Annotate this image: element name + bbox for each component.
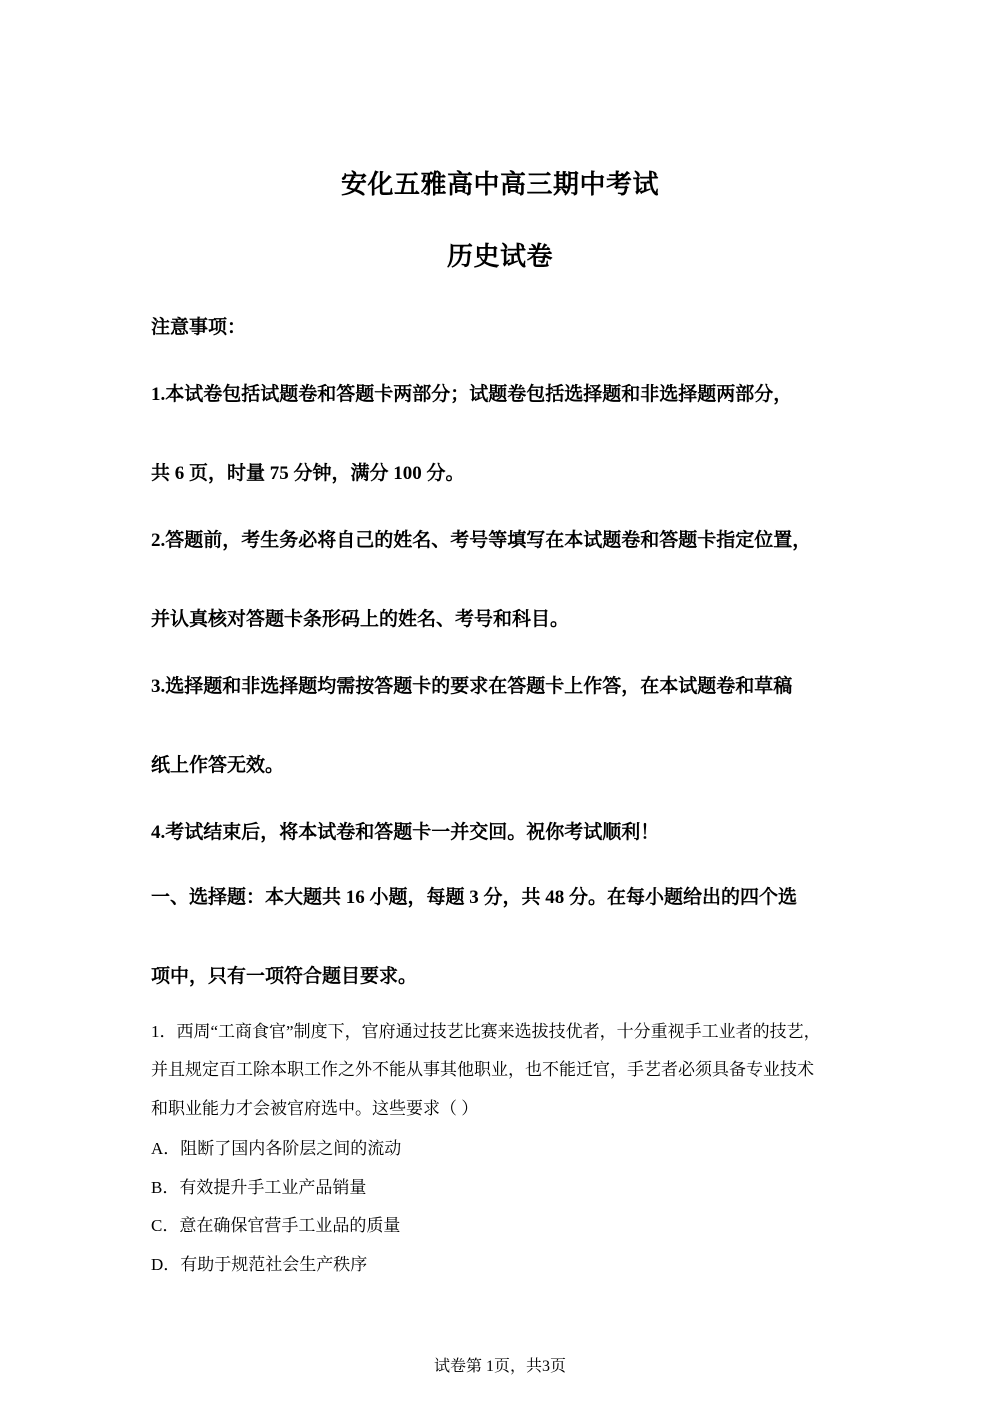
notice-line: 并认真核对答题卡条形码上的姓名、考号和科目。	[151, 609, 570, 630]
notice-line: 3.选择题和非选择题均需按答题卡的要求在答题卡上作答，在本试题卷和草稿	[151, 676, 793, 697]
section-heading-line: 项中，只有一项符合题目要求。	[151, 966, 418, 987]
exam-subtitle: 历史试卷	[446, 242, 553, 271]
exam-title: 安化五雅高中高三期中考试	[340, 170, 659, 199]
notice-line: 2.答题前，考生务必将自己的姓名、考号等填写在本试题卷和答题卡指定位置，	[151, 530, 812, 551]
section-heading-line: 一、选择题：本大题共 16 小题，每题 3 分，共 48 分。在每小题给出的四个选	[151, 887, 798, 908]
question-stem-line: 1．西周“工商食官”制度下，官府通过技艺比赛来选拔技优者，十分重视手工业者的技艺，	[151, 1022, 821, 1041]
question-stem-line: 和职业能力才会被官府选中。这些要求（ ）	[151, 1099, 479, 1118]
notice-line: 4.考试结束后，将本试卷和答题卡一并交回。祝你考试顺利！	[151, 822, 660, 843]
option-c: C．意在确保官营手工业品的质量	[151, 1216, 401, 1235]
page-footer: 试卷第 1页，共3页	[433, 1358, 566, 1375]
notice-heading: 注意事项：	[151, 317, 247, 338]
option-b: B．有效提升手工业产品销量	[151, 1178, 367, 1197]
question-stem-line: 并且规定百工除本职工作之外不能从事其他职业，也不能迁官，手艺者必须具备专业技术	[151, 1060, 814, 1079]
notice-line: 纸上作答无效。	[151, 755, 285, 776]
option-a: A．阻断了国内各阶层之间的流动	[151, 1139, 402, 1158]
notice-line: 共 6 页，时量 75 分钟，满分 100 分。	[151, 463, 465, 484]
notice-line: 1.本试卷包括试题卷和答题卡两部分；试题卷包括选择题和非选择题两部分，	[151, 384, 793, 405]
option-d: D．有助于规范社会生产秩序	[151, 1255, 368, 1274]
